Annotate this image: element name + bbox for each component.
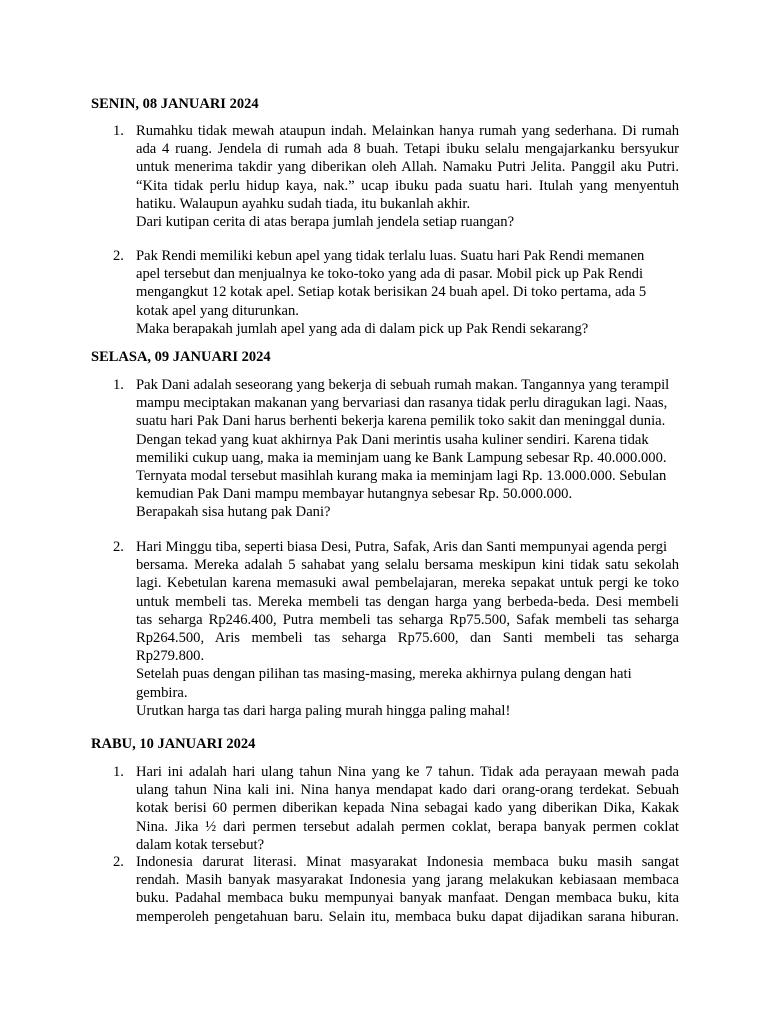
text-line: kemudian Pak Dani mampu membayar hutangnya sebesar Rp. 50.000.000. — [136, 486, 573, 503]
text-line: ada 4 ruang. Jendela di rumah ada 8 buah. Tetapi ibuku selalu mengajarkanku bersyukur — [136, 141, 679, 158]
text-line: Berapakah sisa hutang pak Dani? — [136, 504, 331, 521]
question-number: 2. — [113, 248, 124, 264]
question-number: 1. — [113, 764, 124, 780]
text-line: Pak Rendi memiliki kebun apel yang tidak terlalu luas. Suatu hari Pak Rendi memanen — [136, 248, 645, 264]
text-line: Pak Dani adalah seseorang yang bekerja di sebuah rumah makan. Tangannya yang terampil — [136, 377, 670, 393]
text-line: Ternyata modal tersebut masihlah kurang maka ia meminjam lagi Rp. 13.000.000. Sebulan — [136, 468, 667, 485]
text-line: ulang tahun Nina kali ini. Nina hanya mendapat kado dari orang-orang terdekat. Sebuah — [136, 782, 679, 799]
text-line: Setelah puas dengan pilihan tas masing-masing, mereka akhirnya pulang dengan hati — [136, 666, 632, 683]
text-line: Rp279.800. — [136, 648, 205, 665]
question-number: 2. — [113, 854, 124, 870]
text-line: untuk membeli tas. Mereka membeli tas dengan harga yang berbeda-beda. Desi membeli — [136, 593, 679, 610]
text-line: Rumahku tidak mewah ataupun indah. Melainkan hanya rumah yang sederhana. Di rumah — [136, 123, 679, 139]
question-text — [136, 763, 679, 854]
text-line: mampu meciptakan makanan yang bervariasi dan rasanya tidak perlu diragukan lagi. Naas, — [136, 395, 668, 412]
question-text — [136, 538, 679, 720]
question-text — [136, 376, 679, 522]
text-line: memiliki cukup uang, maka ia meminjam uang ke Bank Lampung sebesar Rp. 40.000.000. — [136, 449, 667, 466]
text-line: kotak berisi 60 permen diberikan kepada Nina sebagai kado yang diberikan Dika, Kakak — [136, 800, 679, 817]
text-line: Maka berapakah jumlah apel yang ada di dalam pick up Pak Rendi sekarang? — [136, 320, 589, 337]
text-line: apel tersebut dan menjualnya ke toko-toko yang ada di pasar. Mobil pick up Pak Rendi — [136, 266, 644, 283]
text-line: bersama. Mereka adalah 5 sahabat yang selalu bersama meskipun kini tidak satu sekolah — [136, 557, 679, 574]
text-line: mengangkut 12 kotak apel. Setiap kotak berisikan 24 buah apel. Di toko pertama, ada 5 — [136, 284, 647, 301]
text-line: lagi. Kebetulan karena memasuki awal pembelajaran, mereka sepakat untuk pergi ke toko — [136, 575, 679, 592]
question-number: 2. — [113, 539, 124, 555]
text-line: Hari Minggu tiba, seperti biasa Desi, Putra, Safak, Aris dan Santi mempunyai agenda pergi — [136, 539, 668, 555]
text-line: buku. Padahal membaca buku mempunyai banyak manfaat. Dengan membaca buku, kita — [136, 890, 679, 907]
text-line: untuk menerima takdir yang diberikan oleh Allah. Namaku Putri Jelita. Panggil aku Putri. — [136, 159, 679, 176]
text-line: tas seharga Rp246.400, Putra membeli tas seharga Rp75.500, Safak membeli tas seharga — [136, 611, 679, 628]
text-line: gembira. — [136, 684, 188, 701]
text-line: Indonesia darurat literasi. Minat masyarakat Indonesia membaca buku masih sangat — [136, 854, 679, 870]
question-text — [136, 247, 679, 338]
question-number: 1. — [113, 377, 124, 393]
text-line: kotak apel yang diturunkan. — [136, 302, 299, 319]
text-line: Dengan tekad yang kuat akhirnya Pak Dani merintis usaha kuliner sendiri. Karena tidak — [136, 431, 649, 448]
text-line: dalam kotak tersebut? — [136, 836, 265, 853]
text-line: suatu hari Pak Dani harus berhenti bekerja karena pemilik toko sakit dan meninggal dunia. — [136, 413, 666, 430]
text-line: Hari ini adalah hari ulang tahun Nina yang ke 7 tahun. Tidak ada perayaan mewah pada — [136, 764, 679, 780]
question-text — [136, 122, 679, 231]
text-line: memperoleh pengetahuan baru. Selain itu, membaca buku dapat dijadikan sarana hiburan. — [136, 908, 679, 925]
day-heading-senin: SENIN, 08 JANUARI 2024 — [91, 96, 259, 112]
question-text — [136, 853, 679, 926]
question-number: 1. — [113, 123, 124, 139]
text-line: Dari kutipan cerita di atas berapa jumlah jendela setiap ruangan? — [136, 213, 515, 230]
text-line: Nina. Jika ½ dari permen tersebut adalah permen coklat, berapa banyak permen coklat — [136, 818, 679, 835]
day-heading-selasa: SELASA, 09 JANUARI 2024 — [91, 349, 271, 365]
text-line: rendah. Masih banyak masyarakat Indonesia yang jarang melakukan kebiasaan membaca — [136, 872, 679, 889]
day-heading-rabu: RABU, 10 JANUARI 2024 — [91, 736, 256, 752]
text-line: hatiku. Walaupun ayahku sudah tiada, itu bukanlah akhir. — [136, 195, 471, 212]
text-line: Rp264.500, Aris membeli tas seharga Rp75.600, dan Santi membeli tas seharga — [136, 629, 679, 646]
text-line: Urutkan harga tas dari harga paling murah hingga paling mahal! — [136, 702, 511, 719]
text-line: “Kita tidak perlu hidup kaya, nak.” ucap ibuku pada suatu hari. Itulah yang menyentuh — [136, 177, 679, 194]
